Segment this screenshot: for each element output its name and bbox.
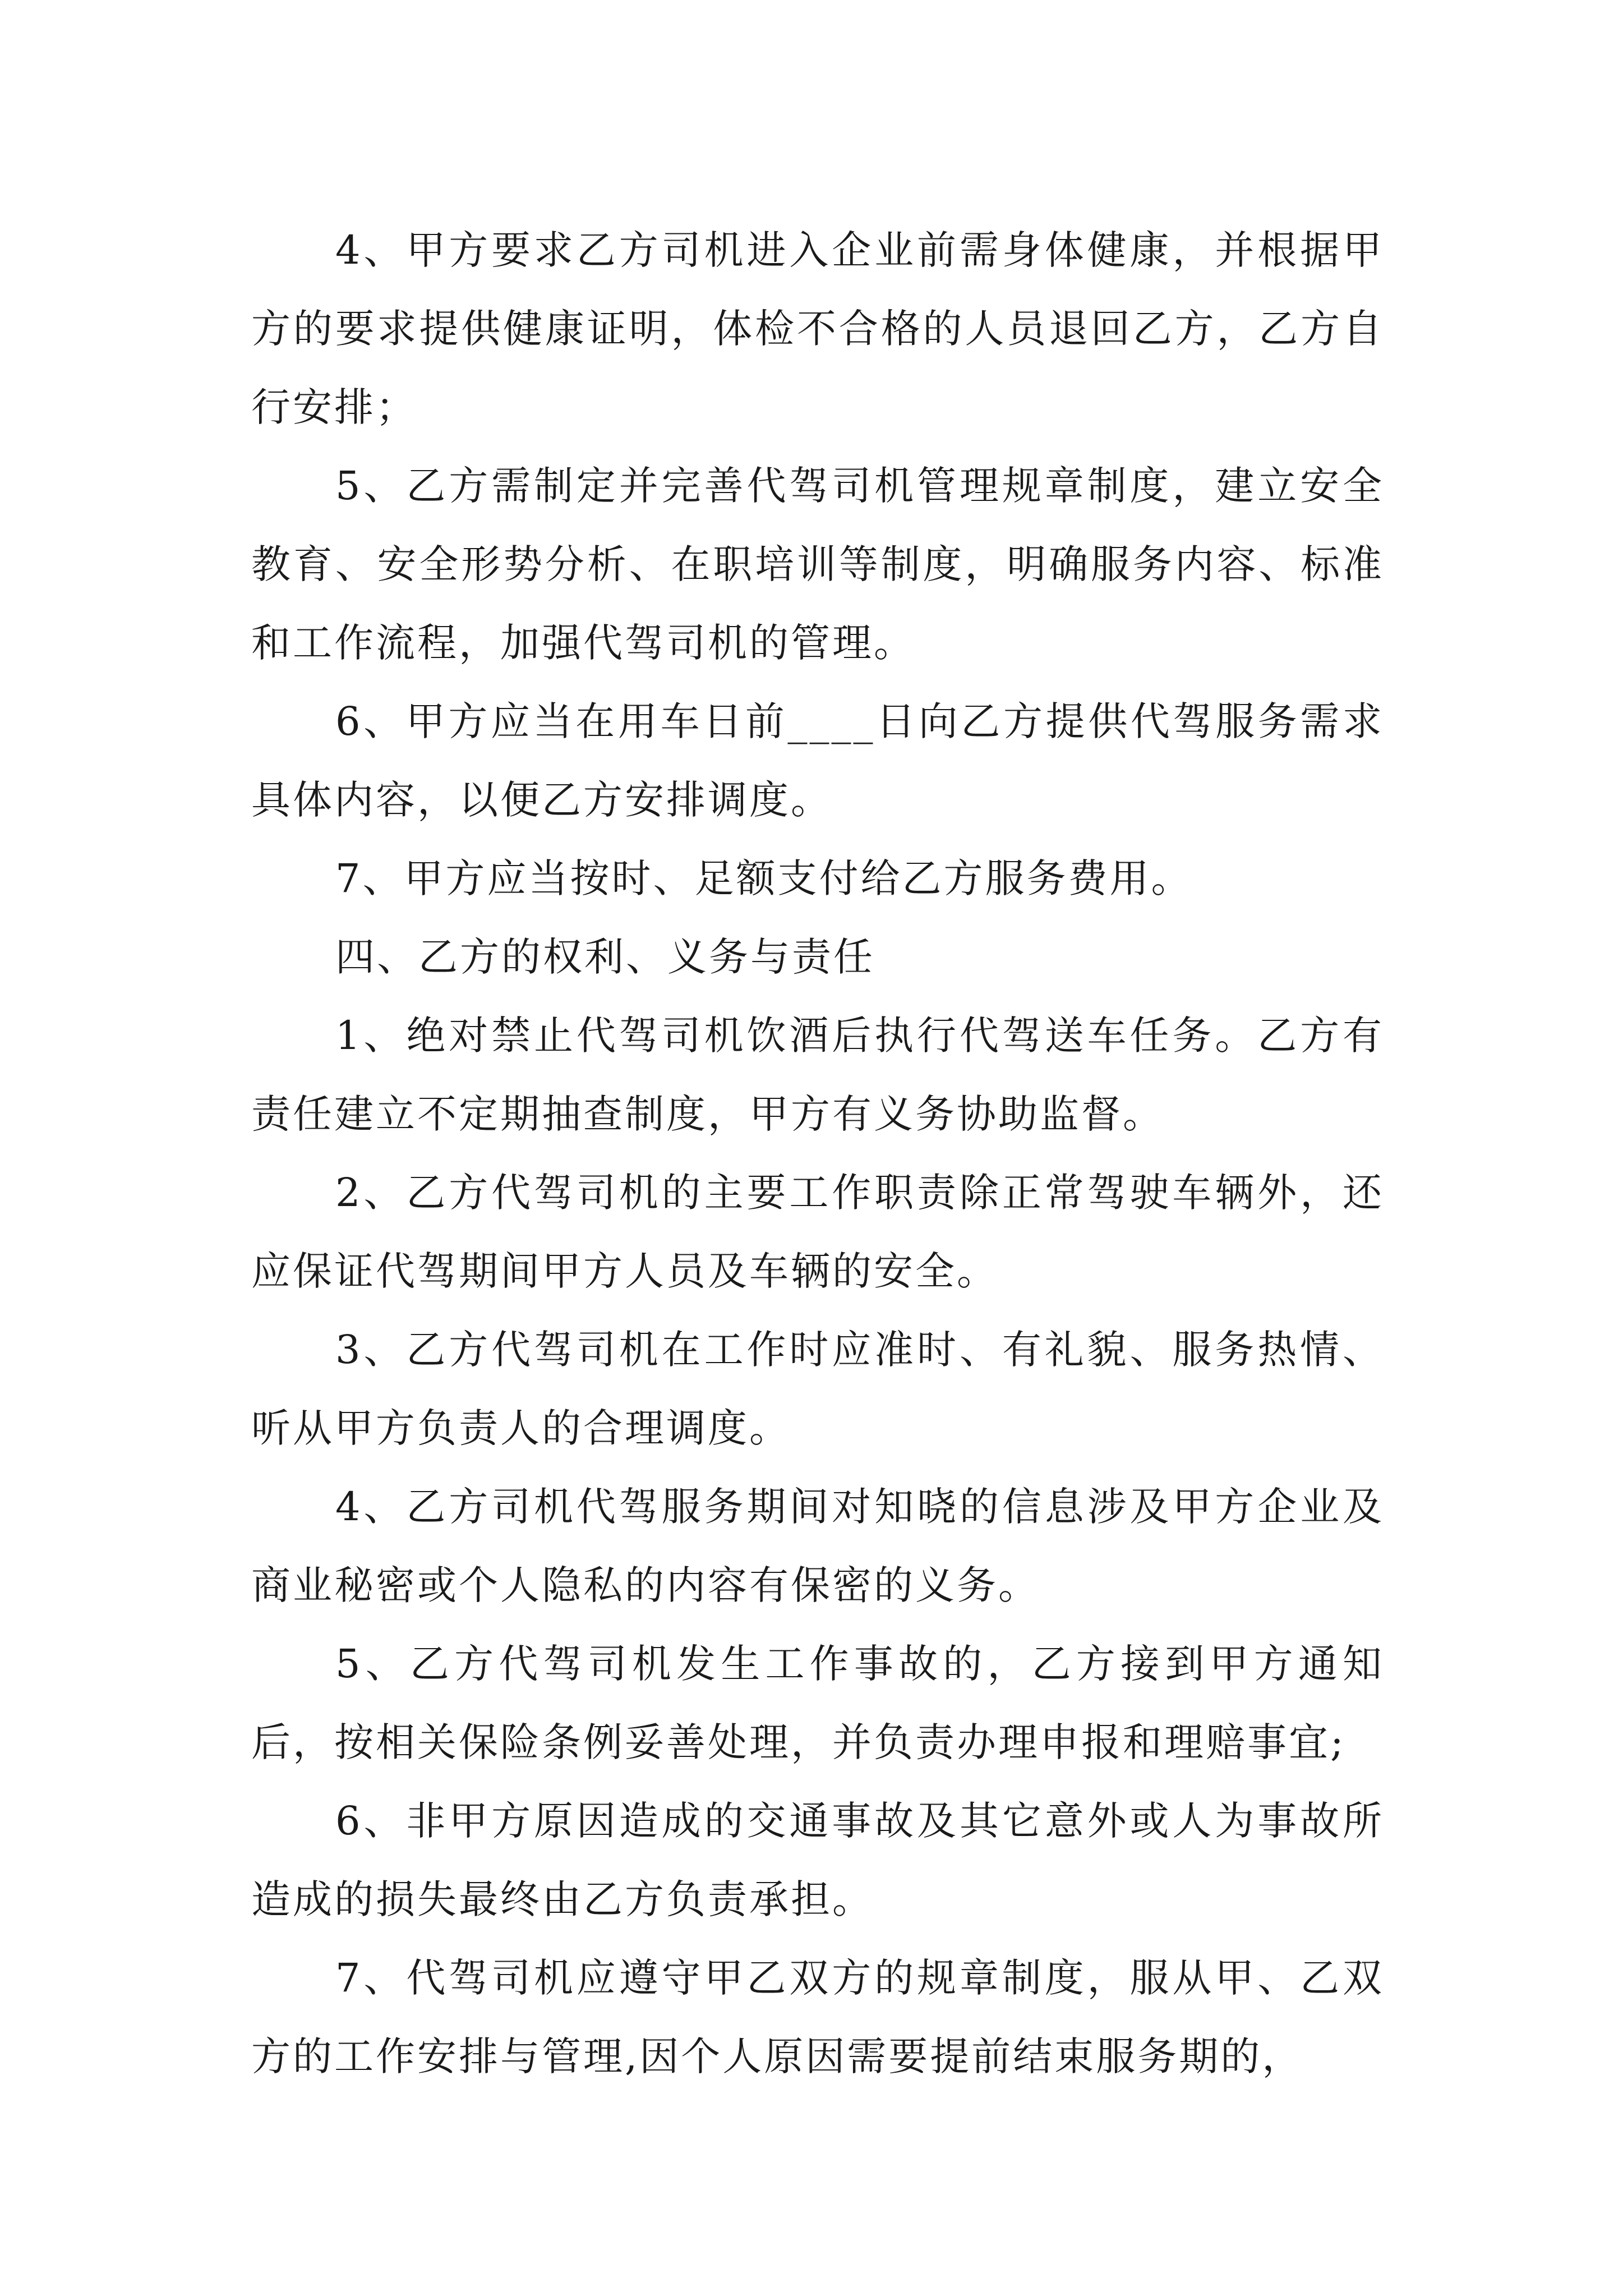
paragraph-clause-3-4: 4、甲方要求乙方司机进入企业前需身体健康，并根据甲方的要求提供健康证明，体检不合格的人员退回乙方，乙方自行安排；	[251, 227, 1384, 430]
paragraph-clause-3-7: 7、甲方应当按时、足额支付给乙方服务费用。	[335, 855, 1193, 901]
paragraph-clause-4-4: 4、乙方司机代驾服务期间对知晓的信息涉及甲方企业及商业秘密或个人隐私的内容有保密的义务。	[251, 1484, 1384, 1608]
paragraph-clause-4-1: 1、绝对禁止代驾司机饮酒后执行代驾送车任务。乙方有责任建立不定期抽查制度，甲方有义务协助监督。	[251, 1013, 1384, 1137]
paragraph-clause-4-6: 6、非甲方原因造成的交通事故及其它意外或人为事故所造成的损失最终由乙方负责承担。	[251, 1798, 1384, 1922]
paragraph-clause-4-5: 5、乙方代驾司机发生工作事故的，乙方接到甲方通知后，按相关保险条例妥善处理，并负责办理申报和理赔事宜;	[251, 1641, 1384, 1765]
paragraph-clause-3-5: 5、乙方需制定并完善代驾司机管理规章制度，建立安全教育、安全形势分析、在职培训等制度，明确服务内容、标准和工作流程，加强代驾司机的管理。	[251, 463, 1384, 666]
paragraph-clause-4-2: 2、乙方代驾司机的主要工作职责除正常驾驶车辆外，还应保证代驾期间甲方人员及车辆的安全。	[251, 1170, 1384, 1294]
paragraph-clause-4-3: 3、乙方代驾司机在工作时应准时、有礼貌、服务热情、听从甲方负责人的合理调度。	[251, 1327, 1384, 1451]
paragraph-clause-4-7: 7、代驾司机应遵守甲乙双方的规章制度，服从甲、乙双方的工作安排与管理,因个人原因需要提前结束服务期的，	[251, 1955, 1384, 2079]
section-heading-four: 四、乙方的权利、义务与责任	[335, 934, 875, 980]
document-body	[251, 211, 1384, 2096]
paragraph-clause-3-6: 6、甲方应当在用车日前____日向乙方提供代驾服务需求具体内容，以便乙方安排调度。	[251, 698, 1384, 823]
